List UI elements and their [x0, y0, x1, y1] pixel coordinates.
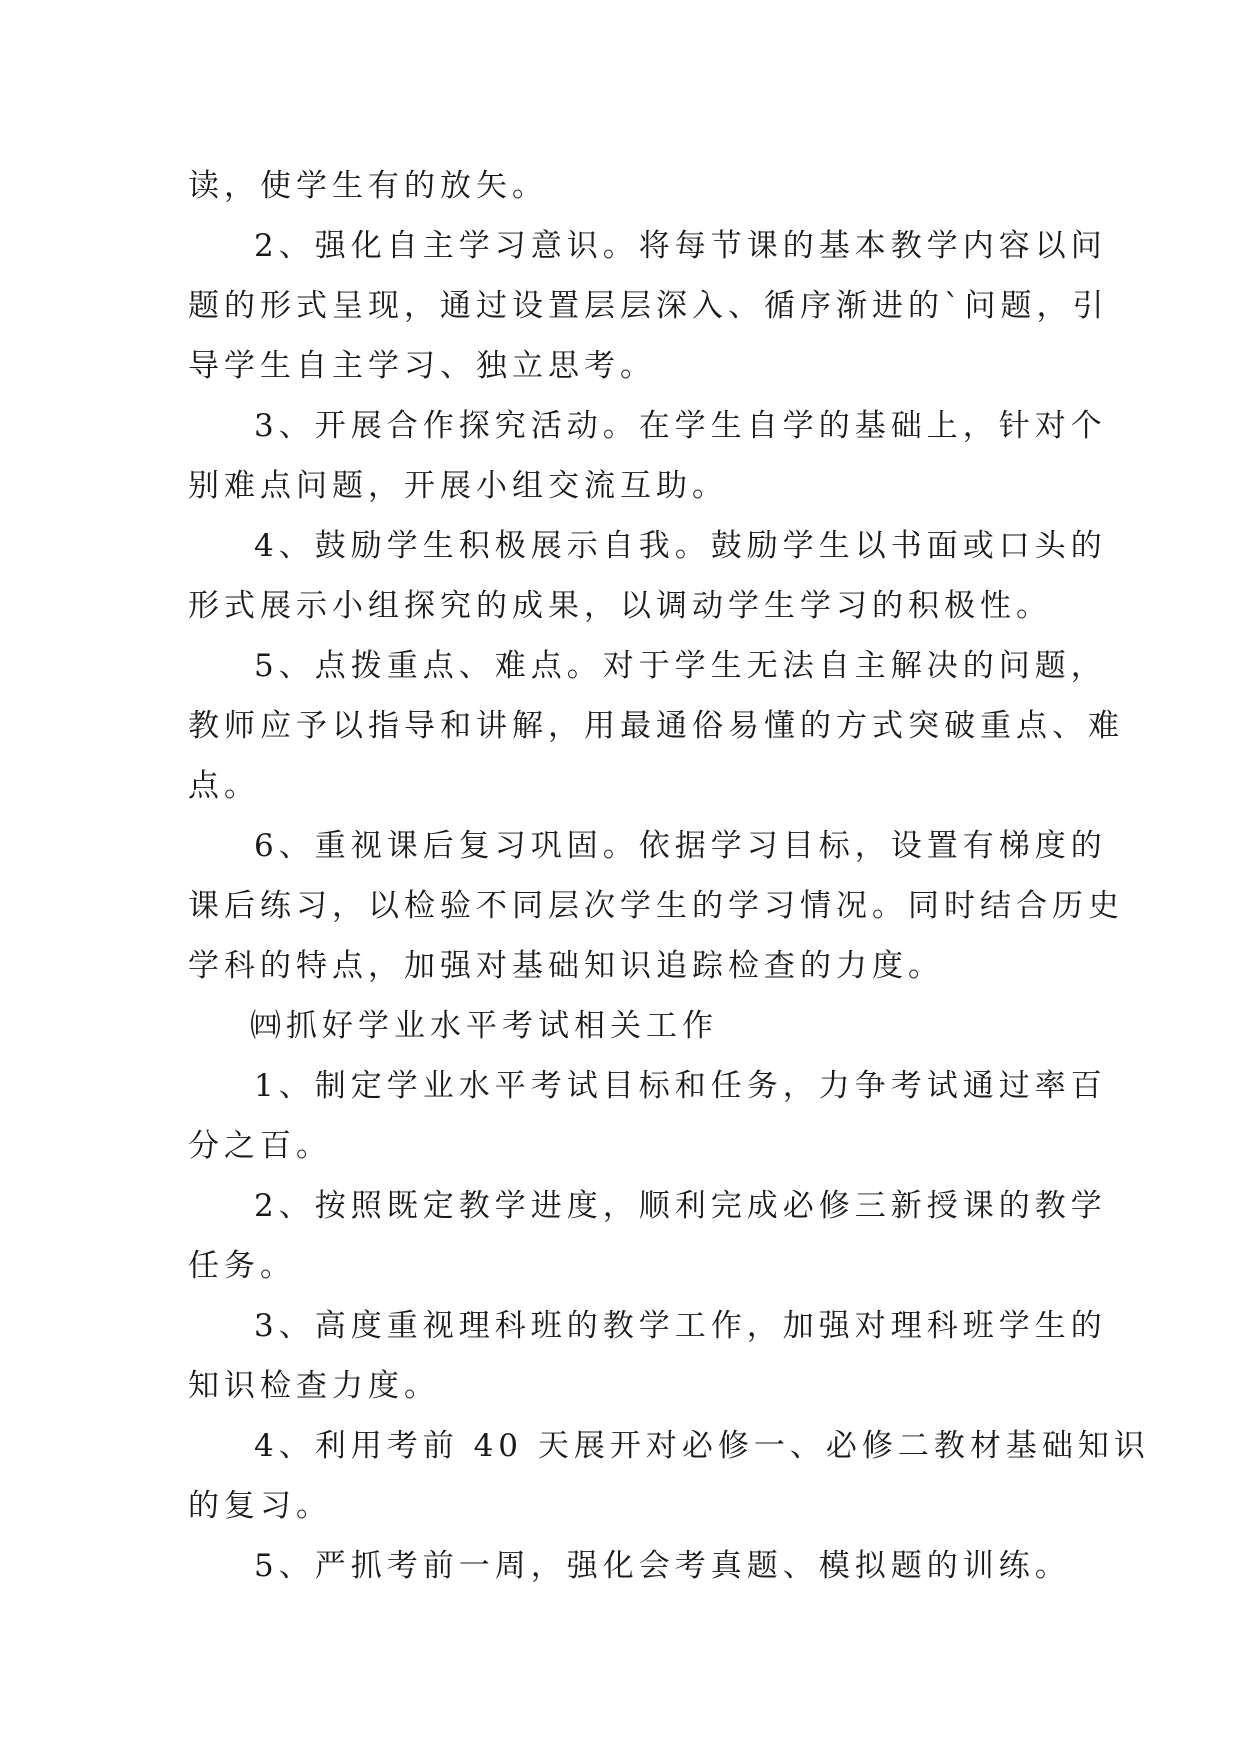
text-line: 3、开展合作探究活动。在学生自学的基础上，针对个	[254, 408, 1107, 444]
paragraph	[188, 1056, 1107, 1176]
document-body	[188, 156, 1150, 1596]
paragraph	[188, 816, 1124, 996]
paragraph	[188, 396, 1107, 516]
text-line: 4、利用考前 40 天展开对必修一、必修二教材基础知识	[254, 1428, 1150, 1464]
paragraph	[188, 216, 1109, 396]
section-heading: ㈣抓好学业水平考试相关工作	[250, 1008, 718, 1044]
text-line: 教师应予以指导和讲解，用最通俗易懂的方式突破重点、难	[188, 708, 1124, 744]
paragraph	[188, 636, 1124, 816]
text-line: 知识检查力度。	[188, 1368, 440, 1404]
text-line: 的复习。	[188, 1488, 332, 1524]
text-line: 形式展示小组探究的成果，以调动学生学习的积极性。	[188, 588, 1052, 624]
text-line: 读，使学生有的放矢。	[188, 168, 548, 204]
text-line: 课后练习，以检验不同层次学生的学习情况。同时结合历史	[188, 888, 1124, 924]
text-line: 6、重视课后复习巩固。依据学习目标，设置有梯度的	[254, 828, 1107, 864]
paragraph	[188, 156, 1050, 216]
paragraph	[188, 1296, 1107, 1416]
text-line: 2、按照既定教学进度，顺利完成必修三新授课的教学	[254, 1188, 1107, 1224]
text-line: 分之百。	[188, 1128, 332, 1164]
text-line: 别难点问题，开展小组交流互助。	[188, 468, 728, 504]
text-line: 学科的特点，加强对基础知识追踪检查的力度。	[188, 948, 944, 984]
text-line: 导学生自主学习、独立思考。	[188, 348, 656, 384]
paragraph	[188, 1416, 1150, 1536]
text-line: 5、严抓考前一周，强化会考真题、模拟题的训练。	[254, 1548, 1071, 1584]
text-line: 5、点拨重点、难点。对于学生无法自主解决的问题，	[254, 648, 1107, 684]
text-line: 4、鼓励学生积极展示自我。鼓励学生以书面或口头的	[254, 528, 1107, 564]
paragraph	[188, 996, 1050, 1056]
paragraph	[188, 1176, 1107, 1296]
text-line: 点。	[188, 768, 260, 804]
text-line: 题的形式呈现，通过设置层层深入、循序渐进的`问题，引	[188, 288, 1109, 324]
text-line: 3、高度重视理科班的教学工作，加强对理科班学生的	[254, 1308, 1107, 1344]
text-line: 1、制定学业水平考试目标和任务，力争考试通过率百	[254, 1068, 1107, 1104]
paragraph	[188, 1536, 1071, 1596]
text-line: 2、强化自主学习意识。将每节课的基本教学内容以问	[254, 228, 1107, 264]
paragraph	[188, 516, 1107, 636]
text-line: 任务。	[188, 1248, 296, 1284]
